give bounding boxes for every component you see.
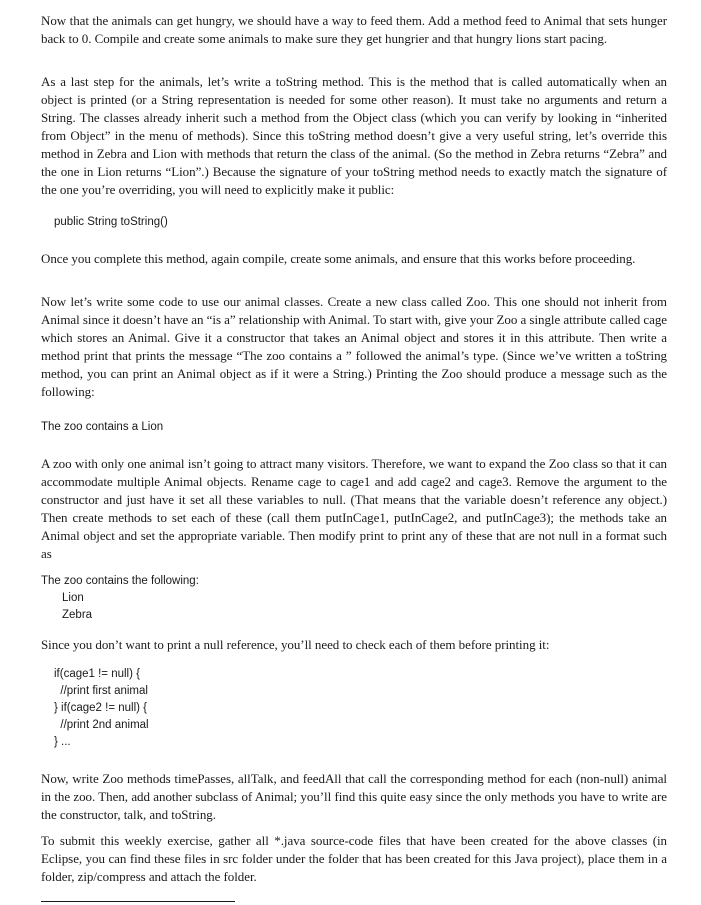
code-snippet-line: //print 2nd animal	[54, 719, 149, 731]
paragraph-zoo-class: Now let’s write some code to use our animal classes. Create a new class called Zoo. This one should not inherit from Animal since it doesn’t have an “is a” relationship with Animal. To start with, give your Zoo a single attribute called cage which stores an Animal. Give it a constructor that takes an Animal object and stores it in this attribute. Then write a method print that prints the message “The zoo contains a ” followed the animal’s type. (Since we’ve written a toString method, you can print an Animal object as if it were a String.) Printing the Zoo should produce a message such as the following:	[41, 294, 667, 399]
paragraph-feed-method: Now that the animals can get hungry, we should have a way to feed them. Add a method feed to Animal that sets hunger back to 0. Compile and create some animals to make sure they get hungrier and that hungry lions start pacing.	[41, 13, 667, 46]
code-sample-output-item: Lion	[62, 592, 84, 604]
code-snippet-line: } if(cage2 != null) {	[54, 702, 148, 714]
code-sample-output-item: Zebra	[62, 609, 93, 621]
paragraph-submission: To submit this weekly exercise, gather all *.java source-code files that have been created for the above classes (in Eclipse, you can find these files in src folder under the folder that has been created for this Java project), place them in a folder, zip/compress and attach the folder.	[41, 833, 667, 884]
paragraph-multiple-cages: A zoo with only one animal isn’t going to attract many visitors. Therefore, we want to expand the Zoo class so that it can accommodate multiple Animal objects. Rename cage to cage1 and add cage2 and cage3. Remove the argument to the constructor and just have it set all these variables to null. (That means that the variable doesn’t reference any object.) Then create methods to set each of these (call them putInCage1, putInCage2, and putInCage3); the methods take an Animal object and set the appropriate variable. Then modify print to print any of these that are not null in a format such as	[41, 456, 667, 561]
paragraph-zoo-methods: Now, write Zoo methods timePasses, allTalk, and feedAll that call the corresponding method for each (non-null) animal in the zoo. Then, add another subclass of Animal; you’ll find this quite easy since the only methods you have to write are the constructor, talk, and toString.	[41, 771, 667, 822]
code-snippet-line: } ...	[54, 736, 71, 748]
paragraph-null-check: Since you don’t want to print a null reference, you’ll need to check each of them before printing it:	[41, 637, 550, 652]
footnote-divider	[41, 901, 235, 902]
paragraph-compile-check: Once you complete this method, again compile, create some animals, and ensure that this works before proceeding.	[41, 251, 636, 266]
code-sample-output-header: The zoo contains the following:	[41, 575, 199, 587]
code-sample-output-single: The zoo contains a Lion	[41, 421, 164, 433]
code-snippet-line: //print first animal	[54, 685, 148, 697]
code-tostring-signature: public String toString()	[54, 216, 168, 228]
paragraph-tostring: As a last step for the animals, let’s write a toString method. This is the method that is called automatically when an object is printed (or a String representation is needed for some other reason). It must take no arguments and return a String. The classes already inherit such a method from the Object class (which you can verify by looking in “inherited from Object” in the menu of methods). Since this toString method doesn’t give a very useful string, let’s override this method in Zebra and Lion with methods that return the class of the animal. (So the method in Zebra returns “Zebra” and the one in Lion returns “Lion”.) Because the signature of your toString method needs to exactly match the signature of the one you’re overriding, you will need to explicitly make it public:	[41, 74, 667, 197]
code-snippet-line: if(cage1 != null) {	[54, 668, 140, 680]
